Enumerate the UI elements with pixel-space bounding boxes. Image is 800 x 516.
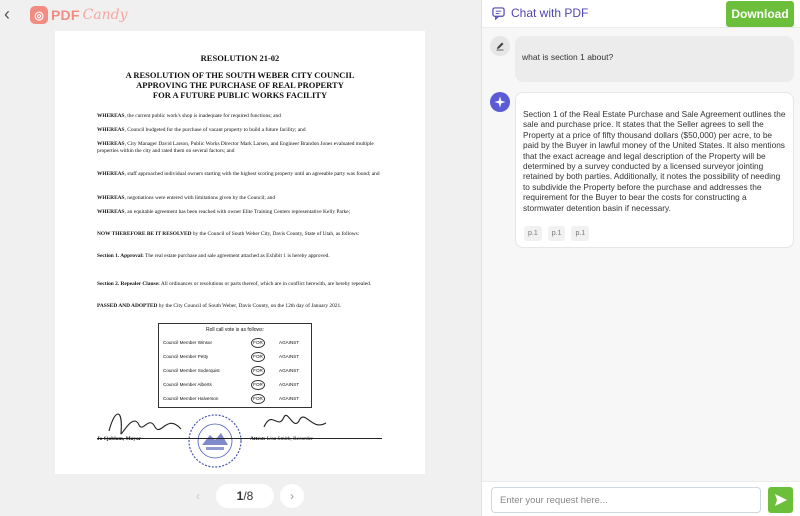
page-reference-chip[interactable]: p.1 bbox=[571, 226, 589, 241]
chat-request-input[interactable] bbox=[491, 487, 761, 513]
city-seal-icon bbox=[180, 409, 250, 469]
logo-text-pdf: PDF bbox=[51, 7, 80, 23]
doc-paragraph: PASSED AND ADOPTED by the City Council of South Weber, Davis County, on the 12th day of January 2021. bbox=[97, 303, 342, 309]
send-button[interactable] bbox=[768, 487, 793, 513]
doc-paragraph: WHEREAS, Council budgeted for the purchase of vacant property to build a future facility; and bbox=[97, 127, 306, 133]
back-arrow-icon[interactable]: ‹ bbox=[4, 4, 10, 24]
doc-paragraph: WHEREAS, negotiations were entered with limitations given by the Council; and bbox=[97, 195, 276, 201]
logo-text-candy: Candy bbox=[82, 7, 128, 23]
pdf-page bbox=[55, 31, 425, 474]
chat-header bbox=[482, 0, 800, 28]
send-arrow-icon bbox=[774, 493, 788, 507]
page-reference-chip[interactable]: p.1 bbox=[548, 226, 566, 241]
assistant-avatar bbox=[490, 92, 510, 112]
roll-call-table bbox=[158, 323, 312, 408]
doc-paragraph: NOW THEREFORE BE IT RESOLVED by the Council of South Weber City, Davis County, State of Utah, as follows: bbox=[97, 231, 360, 237]
next-page-button[interactable]: › bbox=[280, 484, 304, 508]
doc-paragraph: WHEREAS, City Manager David Larson, Public Works Director Mark Larsen, and Engineer Brandon Jones evaluated multiple properties within the city and rated them on several factors; and bbox=[97, 141, 374, 155]
roll-call-row: Council Member Winsor FOR AGAINST bbox=[163, 338, 308, 348]
doc-paragraph: WHEREAS, the current public work's shop is inadequate for required functions; and bbox=[97, 113, 281, 119]
resolution-title: RESOLUTION 21-02 bbox=[200, 53, 280, 63]
assistant-message-text: Section 1 of the Real Estate Purchase and Sale Agreement outlines the sale and purchase price. It states that the Seller agrees to sell the Property at a price of fifty thousand dollars ($50,000) per acre, to be paid by the Buyer in lawful money of the United States. It also mentions that the exact acreage and legal description of the Property will be determined by a survey conducted by a licensed surveyor jointing retained by both parties. Additionally, it notes the possibility of needing to subdivide the Property before the purchase and addresses the requirement for the Buyer to bear the costs for constructing a stormwater detention basin if necessary. bbox=[523, 109, 786, 213]
chat-icon bbox=[492, 7, 505, 20]
chat-title: Chat with PDF bbox=[511, 6, 589, 20]
roll-call-row: Council Member Alberts FOR AGAINST bbox=[163, 380, 308, 390]
chat-with-pdf-tab[interactable] bbox=[492, 6, 588, 20]
page-indicator: 1 /8 bbox=[216, 484, 274, 508]
mayor-signature bbox=[105, 403, 185, 439]
recorder-signature bbox=[260, 405, 330, 437]
resolution-subtitle bbox=[55, 70, 425, 100]
subtitle-line: A RESOLUTION OF THE SOUTH WEBER CITY COUNCIL bbox=[125, 70, 355, 80]
subtitle-line: APPROVING THE PURCHASE OF REAL PROPERTY bbox=[136, 80, 344, 90]
candy-logo-icon: ◎ bbox=[30, 6, 48, 24]
roll-call-row: Council Member Halverson FOR AGAINST bbox=[163, 394, 308, 404]
roll-call-row: Council Member Petty FOR AGAINST bbox=[163, 352, 308, 362]
doc-paragraph: Section 1. Approval: The real estate purchase and sale agreement attached as Exhibit 1 is hereby approved. bbox=[97, 253, 330, 259]
chat-input-bar bbox=[482, 481, 800, 516]
subtitle-line: FOR A FUTURE PUBLIC WORKS FACILITY bbox=[152, 90, 328, 100]
doc-paragraph: WHEREAS, an equitable agreement has been reached with owner Elite Training Centers representative Kelly Parke; bbox=[97, 209, 351, 215]
doc-paragraph: WHEREAS, staff approached individual owners starting with the highest scoring property until an agreeable party was found; and bbox=[97, 171, 380, 177]
pdfcandy-logo[interactable] bbox=[30, 4, 128, 26]
page-references bbox=[524, 226, 589, 241]
roll-call-row: Council Member Soderquist FOR AGAINST bbox=[163, 366, 308, 376]
page-reference-chip[interactable]: p.1 bbox=[524, 226, 542, 241]
mayor-signature-label: Jo Sjoblom, Mayor bbox=[97, 436, 142, 442]
download-button[interactable]: Download bbox=[726, 1, 794, 27]
user-avatar bbox=[490, 36, 510, 56]
assistant-message bbox=[515, 92, 794, 248]
prev-page-button[interactable]: ‹ bbox=[196, 488, 200, 503]
user-message-text: what is section 1 about? bbox=[522, 52, 614, 62]
roll-call-title: Roll call vote is as follows: bbox=[205, 327, 265, 333]
pencil-icon bbox=[495, 41, 505, 51]
doc-paragraph: Section 2. Repealer Clause: All ordinances or resolutions or parts thereof, which are in conflict herewith, are hereby repealed. bbox=[97, 281, 372, 287]
page-navigator bbox=[186, 483, 304, 508]
chat-pane bbox=[482, 0, 800, 516]
sparkle-icon bbox=[494, 96, 506, 108]
user-message bbox=[515, 36, 794, 82]
recorder-signature-label: Attest: Lisa Smith, Recorder bbox=[250, 436, 313, 442]
